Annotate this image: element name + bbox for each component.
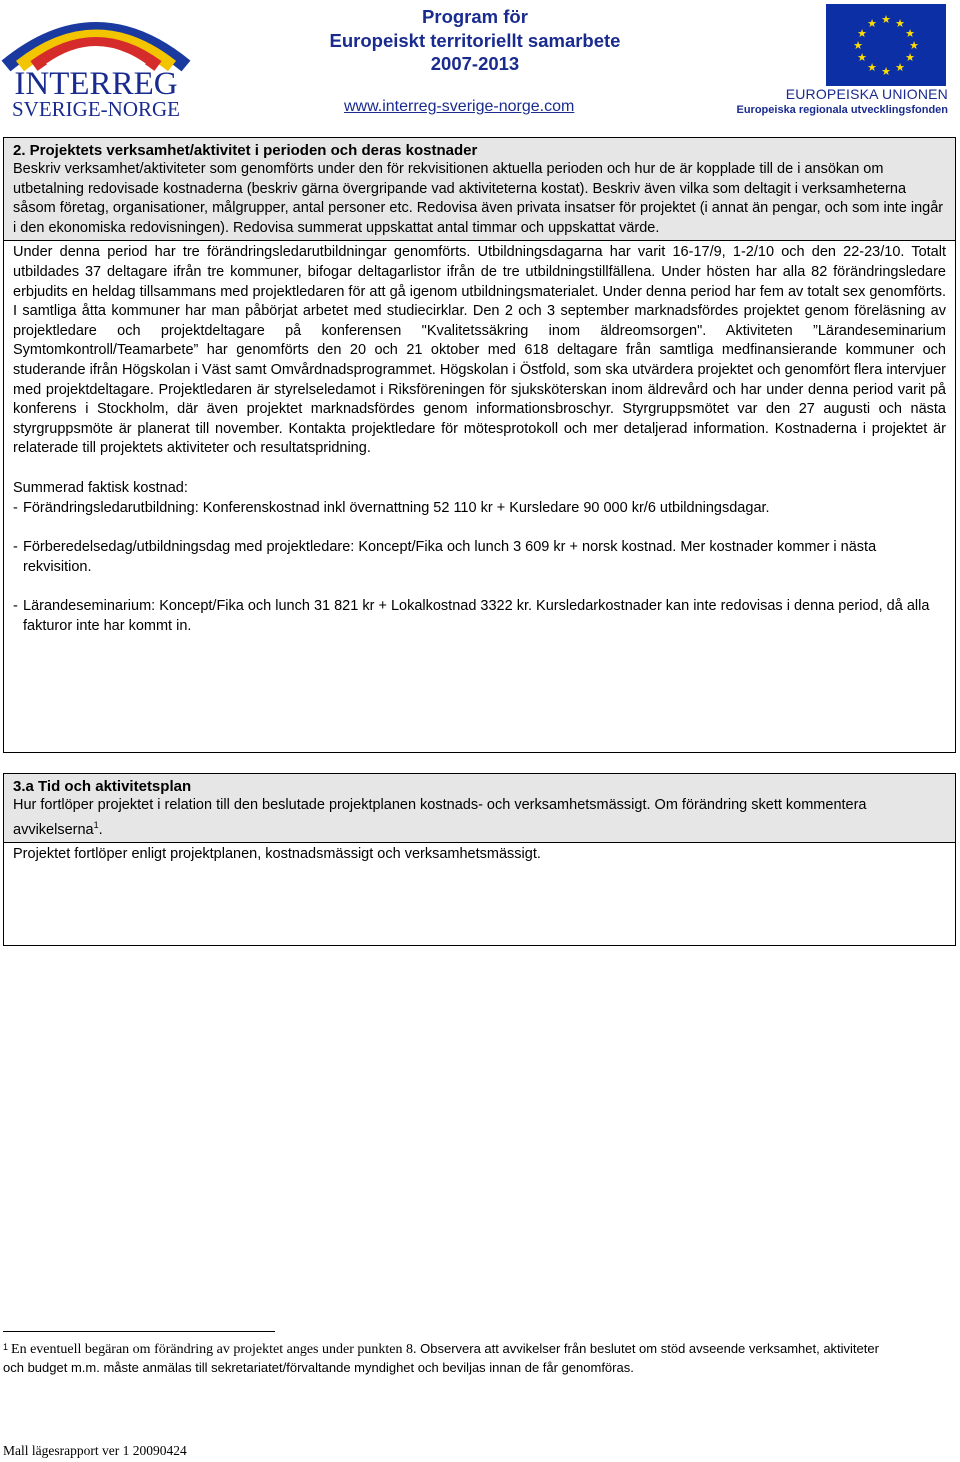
cost-item: - Lärandeseminarium: Koncept/Fika och lunch 31 821 kr + Lokalkostnad 3322 kr. Kursledarkostnader kan inte redovisas i denna period, då alla fakturor inte har kommt in. <box>13 597 946 636</box>
cost-item-text: Förberedelsedag/utbildningsdag med projektledare: Koncept/Fika och lunch 3 609 kr + norsk kostnad. Mer kostnader kommer i nästa rekvisition. <box>23 539 877 575</box>
svg-text:★: ★ <box>909 39 919 52</box>
section-3a-instructions-wrap: Hur fortlöper projektet i relation till den beslutade projektplanen kostnads- och verksamhetsmässigt. Om förändring skett kommentera avvikelserna$^1$. <box>13 797 867 838</box>
cost-summary-heading: Summerad faktisk kostnad: <box>13 479 188 496</box>
footnote-text: Observera att avvikelser från beslutet om stöd avseende verksamhet, aktiviteter och budget m.m. måste anmälas till sekretariatet/förvaltande myndighet och beviljas innan de får genomföras. <box>3 1341 879 1375</box>
program-title <box>300 5 650 76</box>
svg-text:★: ★ <box>895 61 905 74</box>
eu-flag-icon <box>826 4 946 86</box>
logo-line1: INTERREG <box>14 66 178 102</box>
interreg-logo <box>0 2 192 120</box>
svg-text:★: ★ <box>867 17 877 30</box>
cost-item-text: Förändringsledarutbildning: Konferenskostnad inkl övernattning 52 110 kr + Kursledare 90 000 kr/6 utbildningsdagar. <box>23 499 770 516</box>
svg-text:★: ★ <box>867 61 877 74</box>
logo-line2: SVERIGE-NORGE <box>12 97 180 120</box>
eu-name: EUROPEISKA UNIONEN <box>785 86 948 102</box>
section-2-answer[interactable] <box>4 241 955 636</box>
section-2-instructions: Beskriv verksamhet/aktiviteter som genomförts under den för rekvisitionen aktuella perioden och hur de är kopplade till de i ansökan om utbetalning redovisade kostnaderna (beskriv gärna övergripande vad aktiviteterna kostat). Beskriv även vilka som deltagit i verksamheterna såsom företag, organisationer, målgrupper, antal personer etc. Redovisa även privata insatser för projektet (i annat än pengar, och som inte ingår i den ekonomiska redovisningen). Redovisa summerat uppskattat antal timmar och uppskattat värde. <box>13 161 944 236</box>
cost-item: - Förändringsledarutbildning: Konferenskostnad inkl övernattning 52 110 kr + Kursledare 90 000 kr/6 utbildningsdagar. <box>13 499 946 519</box>
template-version: Mall lägesrapport ver 1 20090424 <box>3 1443 187 1458</box>
section-3a-heading: 3.a Tid och aktivitetsplan <box>13 778 192 795</box>
section-2-box <box>3 137 956 753</box>
svg-text:★: ★ <box>895 17 905 30</box>
footnote-lead: En eventuell begäran om förändring av projektet anges under punkten 8. <box>11 1342 417 1357</box>
section-2-heading: 2. Projektets verksamhet/aktivitet i perioden och deras kostnader <box>13 142 478 159</box>
section-2-header <box>4 138 955 241</box>
svg-text:★: ★ <box>905 27 915 40</box>
section-3a-answer[interactable] <box>4 843 955 865</box>
svg-text:★: ★ <box>881 13 891 26</box>
section-3a-header <box>4 774 955 843</box>
footnote-divider <box>3 1331 275 1332</box>
svg-text:★: ★ <box>857 51 867 64</box>
footnote <box>3 1340 903 1377</box>
section-2-body-text: Under denna period har tre förändringsledarutbildningar genomförts. Utbildningsdagarna har varit 16-17/9, 1-2/10 och den 22-23/10. Totalt utbildades 37 deltagare ifrån tre kommuner, bifogar deltagarlistor ifrån de tre utbildningstillfällena. Under hösten har alla 82 förändringsledare erbjudits en heldag tillsammans med projektledaren för att gå igenom utbildningsmaterialet. Under denna period har fem av totalt sex genomförts. I samtliga åtta kommuner har man påbörjat arbetet med studiecirklar. Den 2 och 3 september marknadsfördes projektet genom föreläsning av projektledare och projektdeltagare på konferensen "Kvalitetssäkring inom äldreomsorgen". Aktiviteten ”Lärandeseminarium Symtomkontroll/Teamarbete” har genomförts den 20 och 21 oktober med 618 deltagare från samtliga medfinansierande kommuner och studerande ifrån Högskolan i Väst samt Omvårdnadsprogrammet. Högskolan i Östfold, som ska utvärdera projektet och genomfört flera intervjuer med projektdeltagare. Projektledaren är styrelseledamot i Riksföreningen för sjuksköterskan inom äldrevård och har under denna period varit på konferens i Stockholm, där även projektet marknadsfördes genom informationsbroschyr. Styrgruppsmötet var den 27 augusti och nästa styrgruppsmöte är planerat till november. Kontakta projektledare för mötesprotokoll och mer detaljerad information. Kostnaderna i projektet är relaterade till projektets aktiviteter och resultatspridning. <box>13 244 946 457</box>
program-title-line1: Program för <box>422 6 528 27</box>
svg-text:★: ★ <box>881 65 891 78</box>
program-title-line2: Europeiskt territoriellt samarbete <box>329 29 621 51</box>
svg-text:★: ★ <box>853 39 863 52</box>
section-3a-answer-text: Projektet fortlöper enligt projektplanen, kostnadsmässigt och verksamhetsmässigt. <box>13 846 541 863</box>
footnote-number: 1 <box>3 1342 9 1352</box>
svg-text:★: ★ <box>905 51 915 64</box>
footnote-ref: 1 <box>93 819 99 830</box>
eu-fund-name: Europeiska regionala utvecklingsfonden <box>736 104 948 116</box>
cost-item-text: Lärandeseminarium: Koncept/Fika och lunch 31 821 kr + Lokalkostnad 3322 kr. Kursledarkostnader kan inte redovisas i denna period, då alla fakturor inte har kommt in. <box>23 598 930 634</box>
section-3a-instructions: Hur fortlöper projektet i relation till den beslutade projektplanen kostnads- och verksamhetsmässigt. Om förändring skett kommentera avvikelserna <box>13 797 867 838</box>
section-3a-box <box>3 773 956 946</box>
program-title-line3: 2007-2013 <box>430 53 520 74</box>
program-website-link[interactable]: www.interreg-sverige-norge.com <box>344 98 575 115</box>
svg-text:★: ★ <box>857 27 867 40</box>
cost-item: - Förberedelsedag/utbildningsdag med projektledare: Koncept/Fika och lunch 3 609 kr + norsk kostnad. Mer kostnader kommer i nästa rekvisition. <box>13 538 946 577</box>
